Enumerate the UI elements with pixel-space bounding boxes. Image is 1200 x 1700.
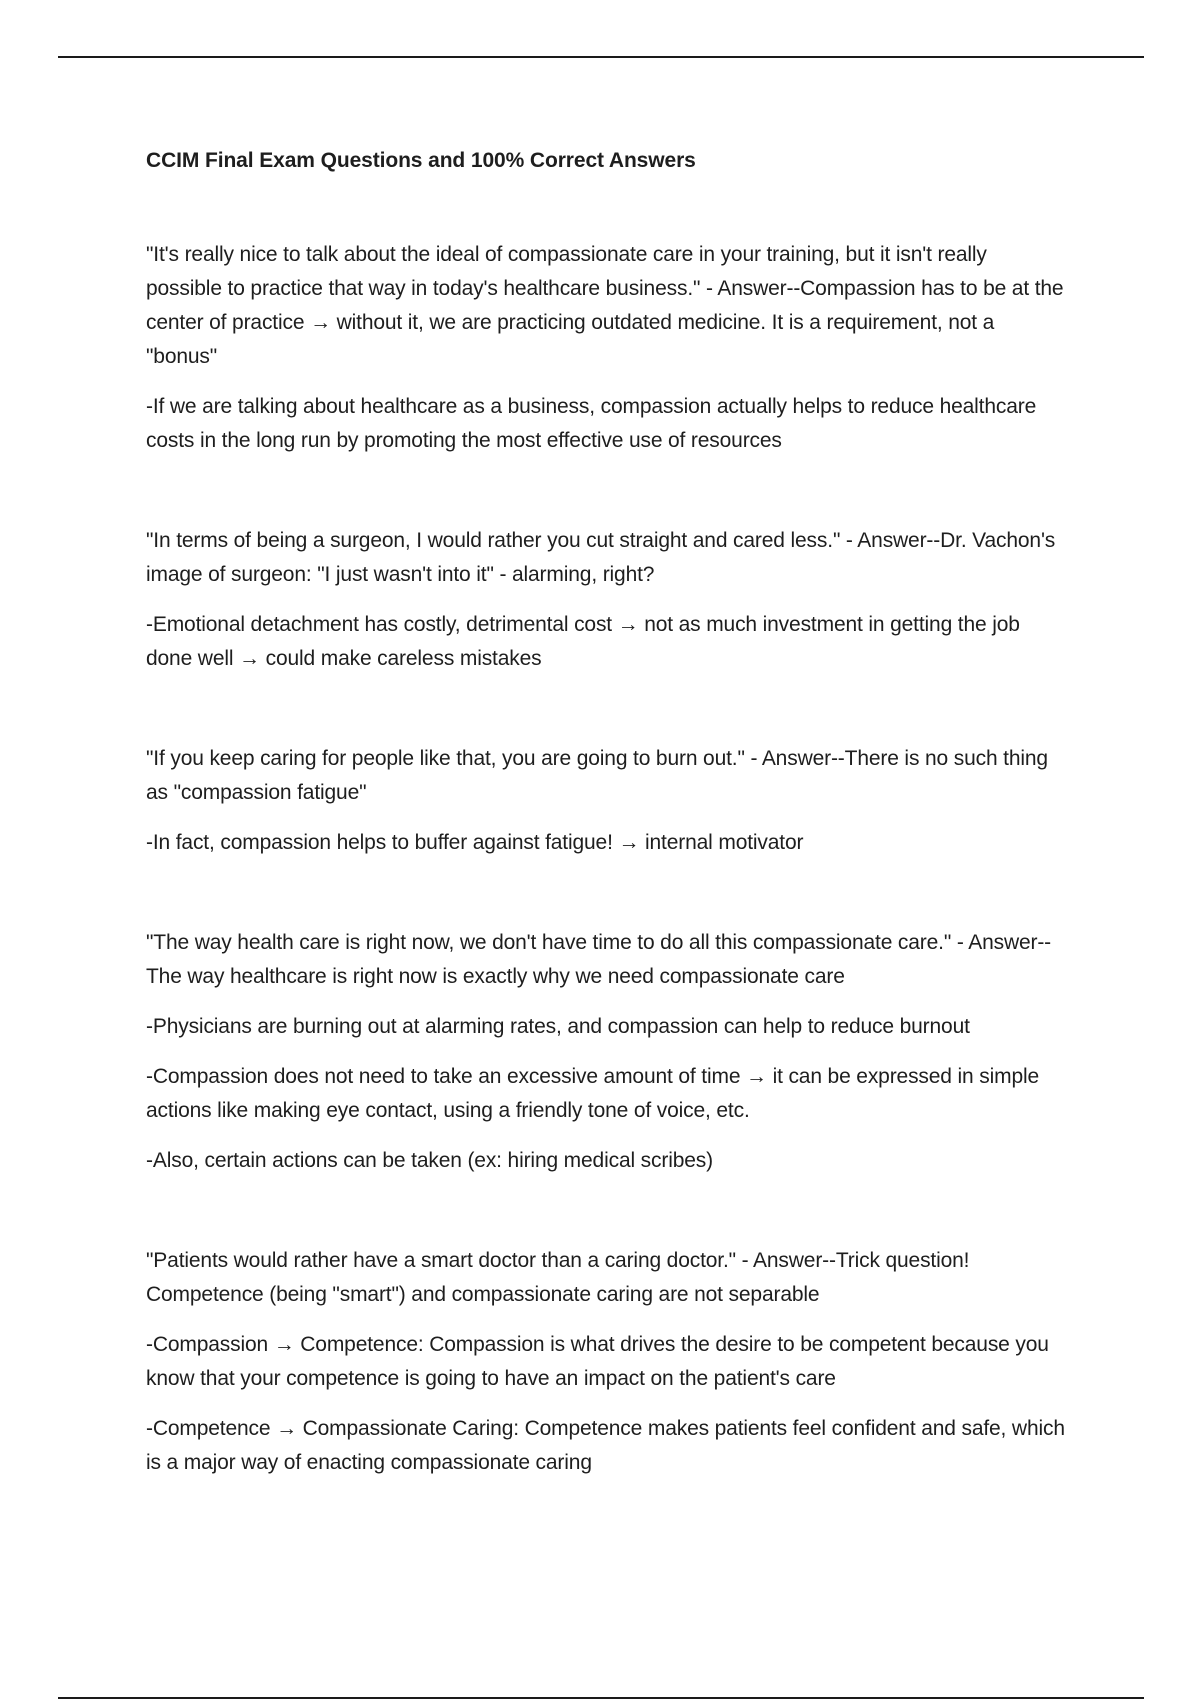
question-answer-text: "It's really nice to talk about the ideal of compassionate care in your training, but it isn't really possible to practice that way in today's healthcare business." - Answer--Compassion has to be at the center of practice → without it, we are practicing outdated medicine. It is a requirement, not a "bonus" xyxy=(146,243,1064,368)
answer-point: -Competence → Compassionate Caring: Competence makes patients feel confident and safe, which is a major way of enacting compassionate caring xyxy=(146,1417,1065,1474)
qa-item xyxy=(146,1244,1066,1480)
qa-item xyxy=(146,238,1066,458)
answer-point: -If we are talking about healthcare as a business, compassion actually helps to reduce healthcare costs in the long run by promoting the most effective use of resources xyxy=(146,395,1037,452)
question-answer-text: "If you keep caring for people like that, you are going to burn out." - Answer--There is no such thing as "compassion fatigue" xyxy=(146,747,1048,804)
document-body xyxy=(146,140,1066,1546)
question-answer-text: "In terms of being a surgeon, I would rather you cut straight and cared less." - Answer--Dr. Vachon's image of surgeon: "I just wasn't into it" - alarming, right? xyxy=(146,529,1056,586)
header-rule xyxy=(58,56,1144,58)
answer-point: -Physicians are burning out at alarming rates, and compassion can help to reduce burnout xyxy=(146,1015,970,1038)
answer-point: -Compassion does not need to take an excessive amount of time → it can be expressed in simple actions like making eye contact, using a friendly tone of voice, etc. xyxy=(146,1065,1040,1122)
question-answer-text: "Patients would rather have a smart doctor than a caring doctor." - Answer--Trick question! Competence (being "smart") and compassionate caring are not separable xyxy=(146,1249,970,1306)
qa-item xyxy=(146,742,1066,860)
qa-item xyxy=(146,524,1066,676)
document-title: CCIM Final Exam Questions and 100% Correct Answers xyxy=(146,149,696,172)
footer-rule xyxy=(58,1697,1144,1699)
question-answer-text: "The way health care is right now, we don't have time to do all this compassionate care." - Answer--The way healthcare is right now is exactly why we need compassionate care xyxy=(146,931,1052,988)
answer-point: -In fact, compassion helps to buffer against fatigue! → internal motivator xyxy=(146,831,804,854)
answer-point: -Emotional detachment has costly, detrimental cost → not as much investment in getting the job done well → could make careless mistakes xyxy=(146,613,1020,670)
answer-point: -Compassion → Competence: Compassion is what drives the desire to be competent because you know that your competence is going to have an impact on the patient's care xyxy=(146,1333,1049,1390)
answer-point: -Also, certain actions can be taken (ex: hiring medical scribes) xyxy=(146,1149,713,1172)
qa-item xyxy=(146,926,1066,1178)
